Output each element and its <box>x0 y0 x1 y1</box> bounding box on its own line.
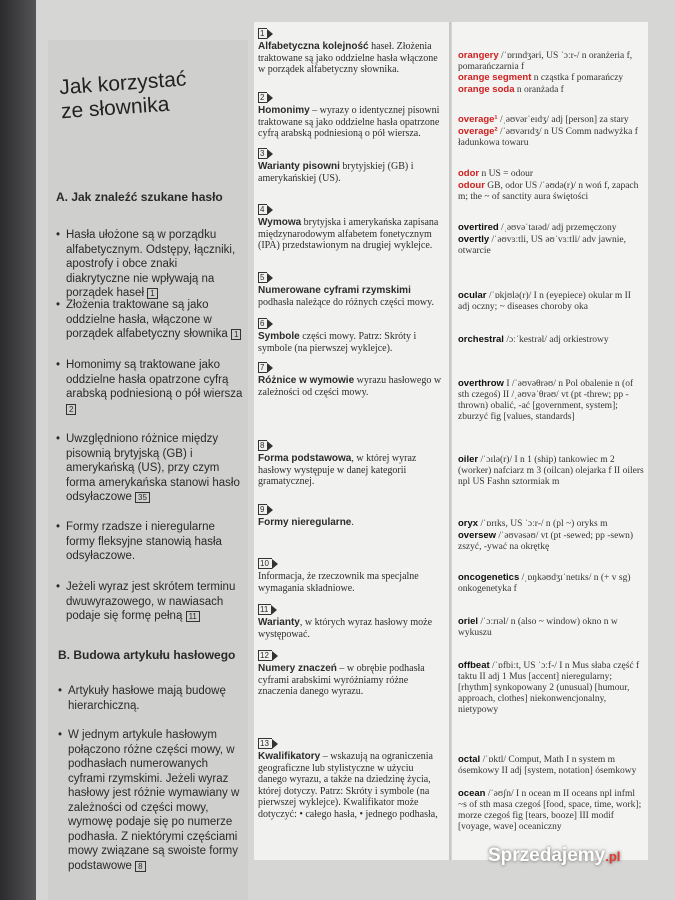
entry-headword: oiler <box>458 454 479 465</box>
entry-orchestral <box>458 334 644 346</box>
item-text: – w obrębie podhasła cyframi arabskimi wyróżniamy różne znaczenia danego wyrazu. <box>258 663 425 697</box>
ref-box-6: 11 <box>186 611 200 622</box>
item-number: 13 <box>258 738 272 749</box>
item-number: 8 <box>258 440 267 451</box>
left-paragraph-2-text: Złożenia traktowane są jako oddzielne hasła, włączone w porządek alfabetyczny słownika <box>66 299 228 340</box>
item-text: brytyjska i amerykańska zapisana międzynarodowym alfabetem fonetycznym (IPA) przedstawionym na drugiej wyklejce. <box>258 217 439 251</box>
item-text: – wskazują na ograniczenia geograficzne lub stylistyczne w użyciu danego wyrazu, a także na dziedzinę życia, której dotyczy. Patrz: Skróty i symbole (na pierwszej wyklejce). Kwalifikator może dotyczyć: • całego hasła, • jednego podhasła, <box>258 751 438 820</box>
ref-box-2: 1 <box>231 329 241 340</box>
entry-overtired <box>458 222 644 234</box>
item-text: , w których wyraz hasłowy może występować. <box>258 617 433 640</box>
item-text: wyrazu hasłowego w zależności od części mowy. <box>258 375 442 398</box>
entry-body: /ˈəʊʃn/ I n ocean m II oceans npl infml ~s of sth masa czegoś [food, space, time, work]; morze czegoś fig [tears, booze] III modif [voyage, wave] oceaniczny <box>458 789 642 832</box>
entry-overage-1 <box>458 114 644 126</box>
left-paragraph-1-text: Hasła ułożone są w porządku alfabetycznym. Odstępy, łączniki, apostrofy i obce znaki diakrytyczne nie wpływają na porządek haseł <box>66 229 236 299</box>
entry-body: n US = odour <box>479 169 534 179</box>
ref-box-8: 8 <box>135 861 145 872</box>
watermark <box>488 845 620 867</box>
left-paragraph-6: • Jeżeli wyraz jest skrótem terminu dwuwyrazowego, w nawiasach podaje się formę pełną 11 <box>56 581 236 622</box>
entry-headword: overthrow <box>458 378 504 389</box>
entry-body: /ˌəʊvərˈeɪdʒ/ adj [person] za stary <box>497 115 629 125</box>
middle-item-7 <box>258 362 444 398</box>
entry-body: /ˈɔɪlə(r)/ I n 1 (ship) tankowiec m 2 (worker) nafciarz m 3 (oilcan) olejarka f II oilers npl US Fashn sztormiak m <box>458 455 644 487</box>
entry-body: /ˌəʊvəˈtaɪəd/ adj przemęczony <box>498 223 617 233</box>
item-number: 11 <box>258 604 271 615</box>
entry-headword: oriel <box>458 616 479 627</box>
item-bold: Formy nieregularne <box>258 517 352 528</box>
entry-offbeat <box>458 660 644 716</box>
item-bold: Warianty pisowni <box>258 161 340 172</box>
entry-headword: odour <box>458 180 485 191</box>
entry-overage-2 <box>458 126 644 149</box>
watermark-tld: .pl <box>605 849 621 864</box>
middle-column <box>254 22 451 860</box>
middle-item-13 <box>258 738 444 820</box>
section-b-heading: B. Budowa artykułu hasłowego <box>58 648 236 662</box>
middle-item-1 <box>258 28 444 76</box>
middle-item-5 <box>258 272 444 308</box>
item-text: Informacja, że rzeczownik ma specjalne wymagania składniowe. <box>258 571 419 594</box>
title-line-1: Jak korzystać <box>58 67 188 100</box>
entry-octal <box>458 754 644 777</box>
item-number: 9 <box>258 504 267 515</box>
entry-headword: octal <box>458 754 481 765</box>
item-text: – wyrazy o identycznej pisowni traktowane są jako oddzielne hasła opatrzone cyfrą arabską podniesioną o pół wiersza. <box>258 105 440 139</box>
entry-headword: orange segment <box>458 72 532 83</box>
middle-item-4 <box>258 204 444 252</box>
item-bold: Symbole <box>258 331 300 342</box>
item-bold: Numerowane cyframi rzymskimi <box>258 285 411 296</box>
entry-headword: overtired <box>458 222 499 233</box>
entry-headword: orangery <box>458 50 499 61</box>
entry-headword: ocular <box>458 290 487 301</box>
middle-item-3 <box>258 148 444 184</box>
entry-headword: orchestral <box>458 334 504 345</box>
entry-body: n cząstka f pomarańczy <box>531 73 624 83</box>
entry-body: /ˌɒŋkəʊdʒɪˈnetɪks/ n (+ v sg) onkogenetyka f <box>458 573 631 594</box>
item-number: 7 <box>258 362 267 373</box>
item-number: 12 <box>258 650 272 661</box>
left-paragraph-5: • Formy rzadsze i nieregularne formy fleksyjne stanowią hasła odsyłaczowe. <box>56 521 222 562</box>
item-bold: Numery znaczeń <box>258 663 337 674</box>
entry-body: I /ˈəʊvəθrəʊ/ n Pol obalenie n (of sth czegoś) II /ˌəʊvəˈθrəʊ/ vt (pt -threw; pp -thrown) obalić, -ać [government, system]; zburzyć fig [values, standards] <box>458 379 634 422</box>
entry-orangery <box>458 50 644 73</box>
item-bold: Forma podstawowa <box>258 453 352 464</box>
item-text: brytyjskiej (GB) i amerykańskiej (US). <box>258 161 414 184</box>
entry-headword: overage² <box>458 126 498 137</box>
left-paragraph-7: • Artykuły hasłowe mają budowę hierarchiczną. <box>58 685 226 712</box>
left-paragraph-3-text: Homonimy są traktowane jako oddzielne hasła opatrzone cyfrą arabską podniesioną o pół wiersza <box>66 359 243 400</box>
item-text: podhasła należące do różnych części mowy. <box>258 296 434 308</box>
entry-body: /ˈɒrɪndʒəri, US ˈɔːr-/ n oranżeria f, pomarańczarnia f <box>458 51 633 72</box>
entry-body: /ɔːˈkestrəl/ adj orkiestrowy <box>503 335 609 345</box>
entry-orange-segment <box>458 72 644 84</box>
entry-oriel <box>458 616 644 639</box>
entry-body: /ˈɒfbiːt, US ˈɔːf-/ I n Mus słaba część f taktu II adj 1 Mus [accent] nieregularny; [rhythm] synkopowany 2 (unusual) [humour, approach, clothes] niekonwencjonalny, nietypowy <box>458 661 640 715</box>
right-column <box>452 22 648 860</box>
item-text: . <box>351 517 354 528</box>
section-a-heading: A. Jak znaleźć szukane hasło <box>56 190 223 204</box>
entry-headword: offbeat <box>458 660 490 671</box>
item-text: części mowy. Patrz: Skróty i symbole (na pierwszej wyklejce). <box>258 331 417 354</box>
item-number: 10 <box>258 558 272 569</box>
entry-headword: overage¹ <box>458 114 498 125</box>
left-paragraph-5-text: Formy rzadsze i nieregularne formy fleksyjne stanowią hasła odsyłaczowe. <box>66 521 222 562</box>
item-number: 4 <box>258 204 267 215</box>
middle-item-12 <box>258 650 444 698</box>
left-paragraph-4-text: Uwzględniono różnice między pisownią brytyjską (GB) i amerykańską (US), przy czym forma amerykańska stanowi hasło odsyłaczowe <box>66 433 240 503</box>
entry-oncogenetics <box>458 572 644 595</box>
entry-overtly <box>458 234 644 257</box>
left-paragraph-1: • Hasła ułożone są w porządku alfabetycznym. Odstępy, łączniki, apostrofy i obce znaki diakrytyczne nie wpływają na porządek haseł 1 <box>56 229 236 299</box>
entry-ocular <box>458 290 644 313</box>
entry-body: /ˈɒktl/ Comput, Math I n system m ósemkowy II adj [system, notation] ósemkowy <box>458 755 637 776</box>
entry-headword: overtly <box>458 234 490 245</box>
item-number: 1 <box>258 28 267 39</box>
left-paragraph-4: • Uwzględniono różnice między pisownią brytyjską (GB) i amerykańską (US), przy czym forma amerykańska stanowi hasło odsyłaczowe 35 <box>56 433 240 503</box>
left-paragraph-2: • Złożenia traktowane są jako oddzielne hasła, włączone w porządek alfabetyczny słownika 1 <box>66 298 244 342</box>
entry-headword: oversew <box>458 530 497 541</box>
watermark-text: Sprzedajemy <box>488 845 606 866</box>
middle-item-8 <box>258 440 444 488</box>
entry-body: /ˈəʊvərɪdʒ/ n US Comm nadwyżka f ładunkowa towaru <box>458 127 638 148</box>
entry-headword: ocean <box>458 788 486 799</box>
entry-oryx <box>458 518 644 530</box>
entry-body: GB, odor US /ˈəʊdə(r)/ n woń f, zapach m; the ~ of sanctity aura świętości <box>458 181 639 202</box>
left-paragraph-7-text: Artykuły hasłowe mają budowę hierarchiczną. <box>68 685 226 712</box>
item-bold: Homonimy <box>258 105 310 116</box>
item-bold: Różnice w wymowie <box>258 375 355 386</box>
entry-headword: oryx <box>458 518 479 529</box>
entry-odor <box>458 168 644 180</box>
item-number: 6 <box>258 318 267 329</box>
entry-orange-soda <box>458 84 644 96</box>
entry-oversew <box>458 530 644 553</box>
left-paragraph-8-text: W jednym artykule hasłowym połączono różne części mowy, w podhasłach numerowanych cyframi rzymskimi. Jeżeli wyraz hasłowy jest różnie wymawiany w zależności od części mowy, wymowę podaje się po numerze podhasła. Z niektórymi częściami mowy związane są swoiste formy podstawowe <box>68 729 240 872</box>
item-bold: Warianty <box>258 617 300 628</box>
middle-item-10 <box>258 558 444 594</box>
item-number: 2 <box>258 92 267 103</box>
entry-headword: orange soda <box>458 84 515 95</box>
left-paragraph-6-text: Jeżeli wyraz jest skrótem terminu dwuwyrazowego, w nawiasach podaje się formę pełną <box>66 581 236 622</box>
item-text: , w której wyraz hasłowy występuje w danej kategorii gramatycznej. <box>258 453 417 487</box>
entry-body: /ˈɒrɪks, US ˈɔːr-/ n (pl ~) oryks m <box>478 519 608 529</box>
title-line-2: ze słownika <box>60 92 171 124</box>
item-number: 3 <box>258 148 267 159</box>
middle-item-6 <box>258 318 444 354</box>
ref-box-4: 35 <box>135 492 150 503</box>
middle-item-9 <box>258 504 444 529</box>
entry-headword: odor <box>458 168 480 179</box>
left-paragraph-3: • Homonimy są traktowane jako oddzielne hasła opatrzone cyfrą arabską podniesioną o pół wiersza 2 <box>56 359 243 414</box>
item-text: haseł. Złożenia traktowane są jako oddzielne hasła włączone w porządek alfabetyczny słownika. <box>258 41 438 75</box>
middle-item-2 <box>258 92 444 140</box>
ref-box-1: 1 <box>147 288 157 299</box>
entry-headword: oncogenetics <box>458 572 520 583</box>
entry-body: /ˈɒkjʊlə(r)/ I n (eyepiece) okular m II adj oczny; ~ diseases choroby oka <box>458 291 631 312</box>
ref-box-3: 2 <box>66 404 76 415</box>
entry-oiler <box>458 454 644 488</box>
entry-body: n oranżada f <box>514 85 564 95</box>
entry-body: /ˈəʊvɜːtli, US əʊˈvɜːtli/ adv jawnie, otwarcie <box>458 235 627 256</box>
entry-overthrow <box>458 378 644 423</box>
book-binding <box>0 0 36 900</box>
left-paragraph-8: • W jednym artykule hasłowym połączono różne części mowy, w podhasłach numerowanych cyframi rzymskimi. Jeżeli wyraz hasłowy jest różnie wymawiany w zależności od części mowy, wymowę podaje się po numerze podhasła. Z niektórymi częściami mowy związane są swoiste formy podstawowe 8 <box>58 729 240 872</box>
entry-body: /ˈɔːrɪəl/ n (also ~ window) okno n w wykuszu <box>458 617 618 638</box>
item-bold: Wymowa <box>258 217 302 228</box>
item-number: 5 <box>258 272 267 283</box>
item-bold: Alfabetyczna kolejność <box>258 41 369 52</box>
entry-ocean <box>458 788 644 833</box>
item-bold: Kwalifikatory <box>258 751 321 762</box>
entry-body: /ˈəʊvəsəʊ/ vt (pt -sewed; pp -sewn) zszyć, -ywać na okrętkę <box>458 531 634 552</box>
entry-odour <box>458 180 644 203</box>
middle-item-11 <box>258 604 444 640</box>
